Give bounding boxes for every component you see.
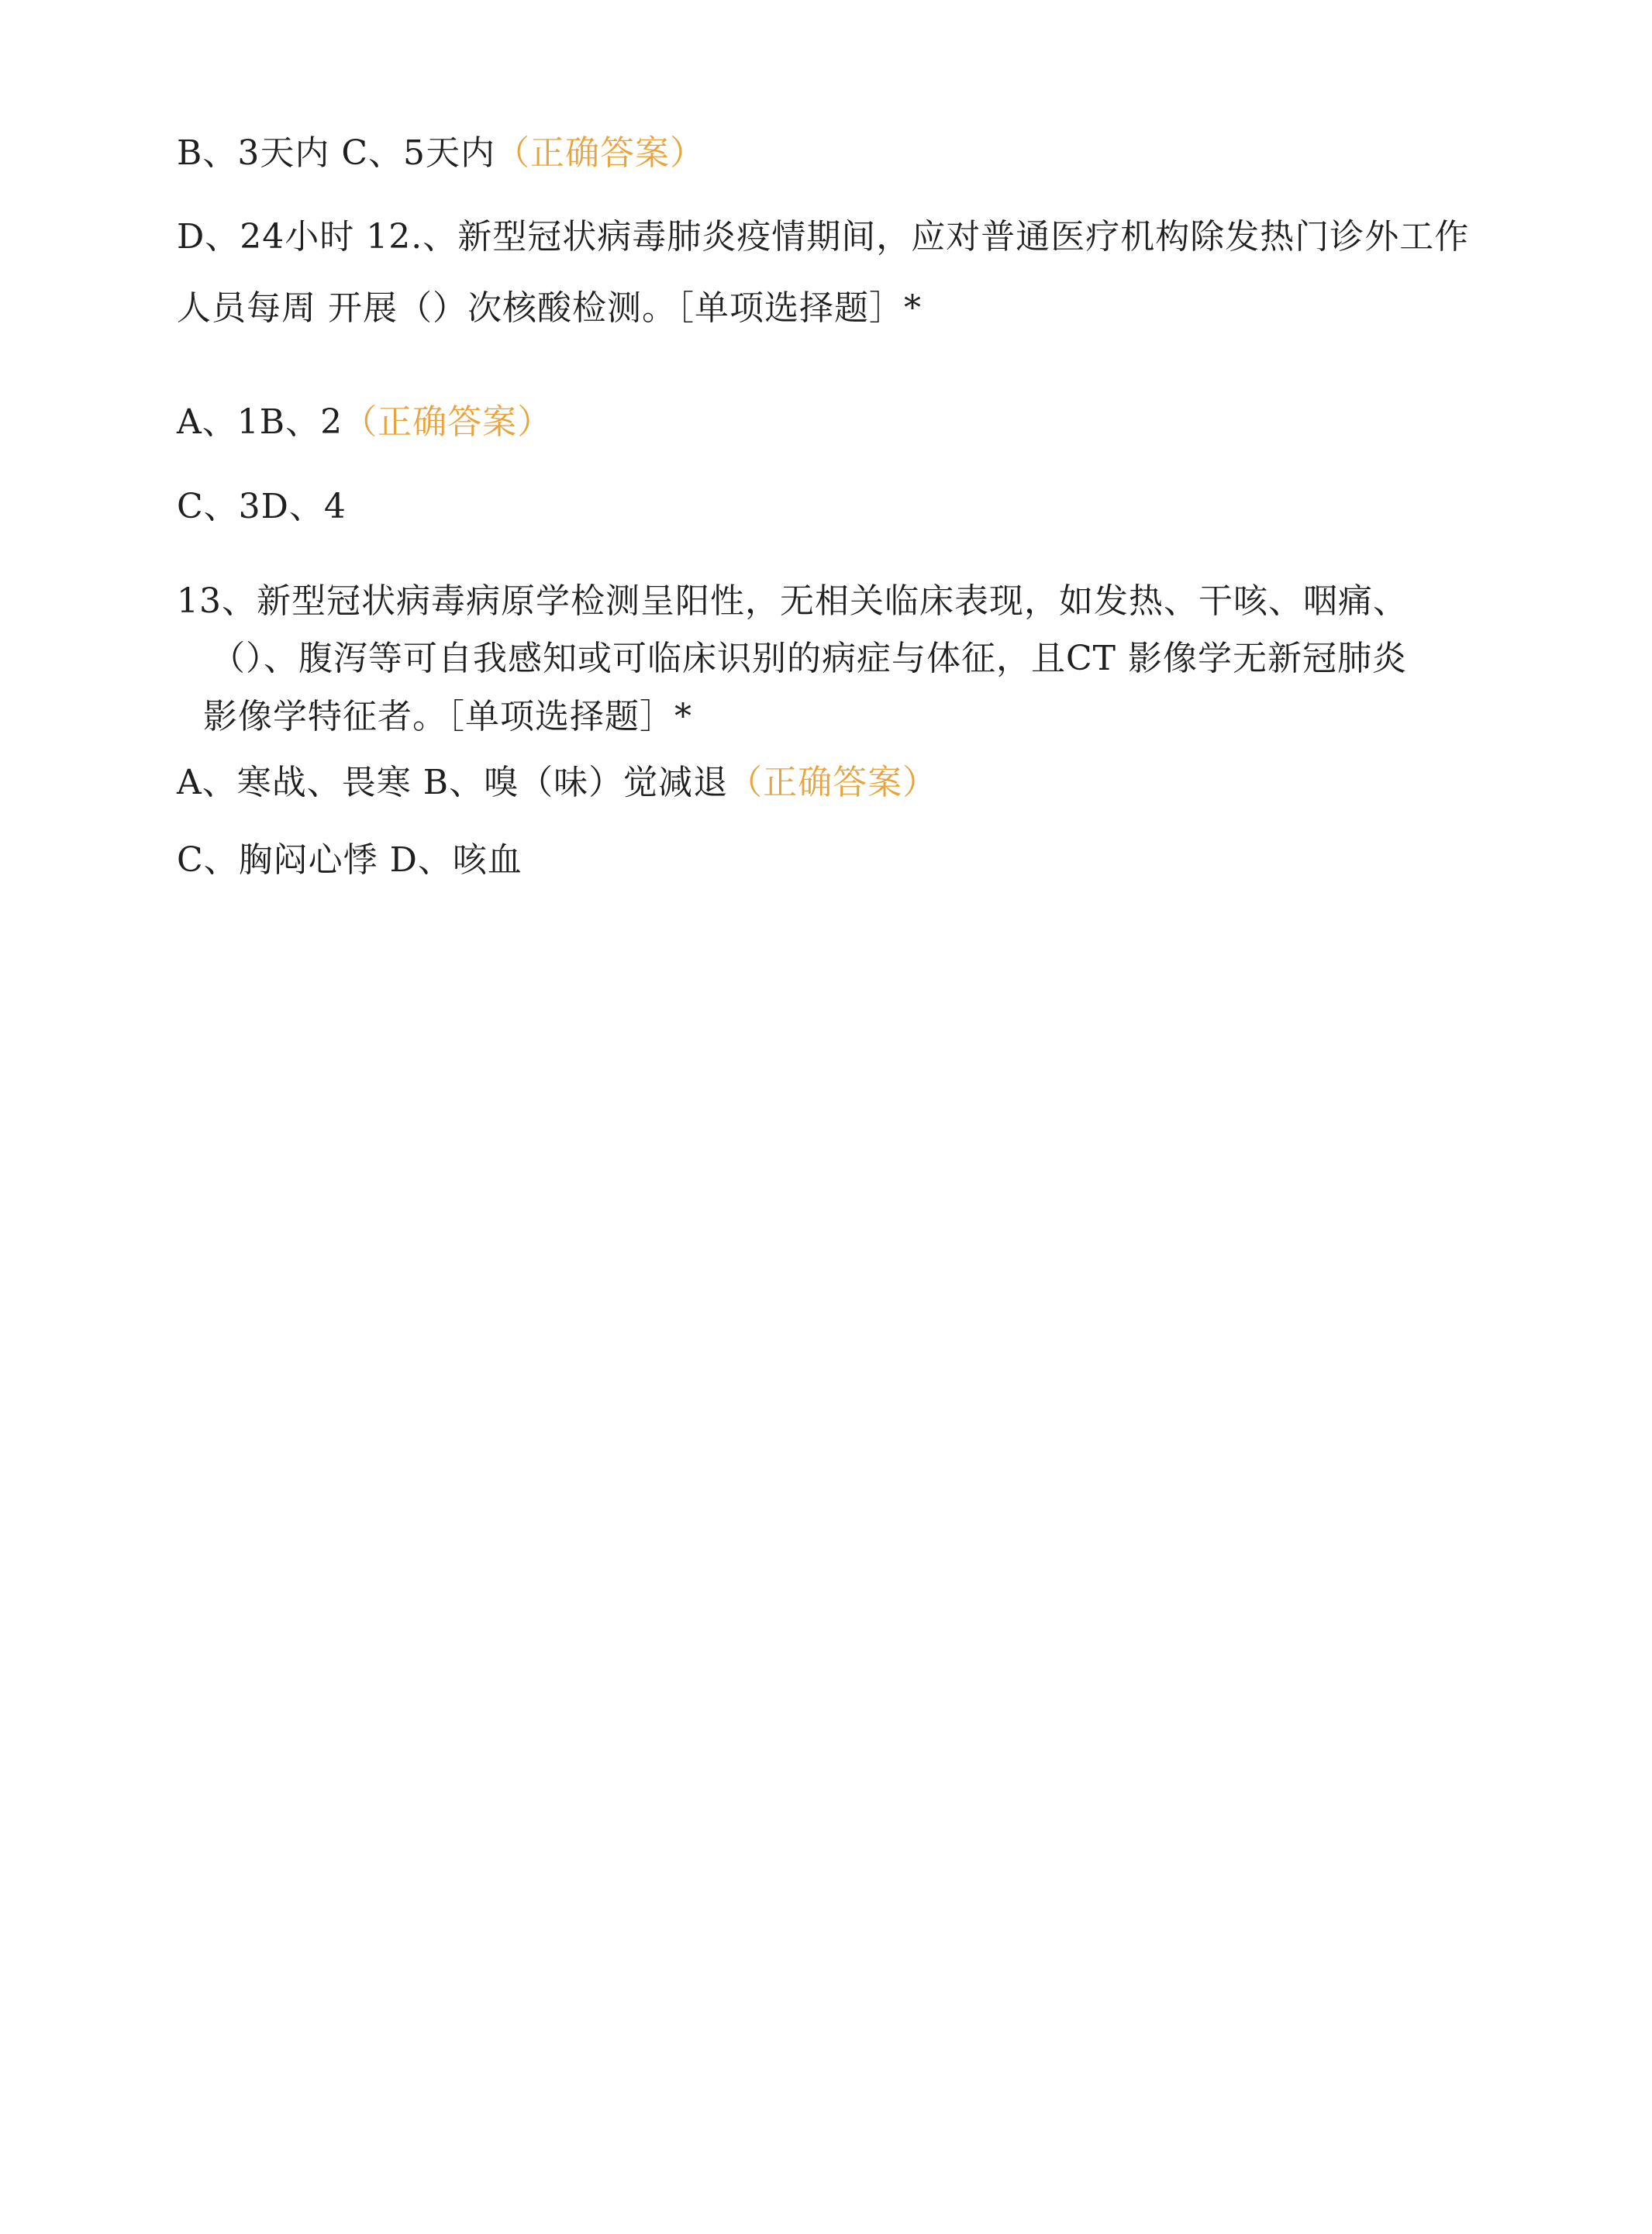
option-text: C、3D、4 bbox=[177, 487, 347, 526]
q13-stem bbox=[177, 578, 1408, 625]
correct-answer-marker: （正确答案） bbox=[495, 133, 705, 173]
option-text: C、胸闷心悸 D、咳血 bbox=[177, 840, 523, 880]
option-text: A、寒战、畏寒 B、嗅（味）觉减退 bbox=[177, 763, 729, 802]
q13-options-c-d bbox=[177, 837, 523, 884]
correct-answer-marker: （正确答案） bbox=[343, 402, 553, 442]
q11-option-d-q12-stem bbox=[177, 214, 1469, 260]
q12-options-a-b bbox=[177, 399, 552, 446]
question-text: 影像学特征者。［单项选择题］* bbox=[203, 697, 692, 736]
q13-stem-continued bbox=[211, 636, 1407, 682]
question-text: 13、新型冠状病毒病原学检测呈阳性，无相关临床表现，如发热、干咳、咽痛、 bbox=[177, 581, 1408, 621]
q13-options-a-b bbox=[177, 760, 937, 806]
option-text: A、1B、2 bbox=[177, 402, 343, 442]
question-text: D、24小时 12.、新型冠状病毒肺炎疫情期间，应对普通医疗机构除发热门诊外工作 bbox=[177, 217, 1470, 257]
q11-options-b-c bbox=[177, 130, 705, 177]
q12-options-c-d bbox=[177, 484, 347, 530]
question-text: 人员每周 开展（）次核酸检测。［单项选择题］* bbox=[177, 288, 922, 328]
q13-stem-end bbox=[203, 694, 692, 740]
correct-answer-marker: （正确答案） bbox=[728, 763, 938, 802]
option-text: B、3天内 C、5天内 bbox=[177, 133, 495, 173]
q12-stem-continued bbox=[177, 285, 922, 332]
question-text: （）、腹泻等可自我感知或可临床识别的病症与体征，且CT 影像学无新冠肺炎 bbox=[211, 639, 1407, 678]
